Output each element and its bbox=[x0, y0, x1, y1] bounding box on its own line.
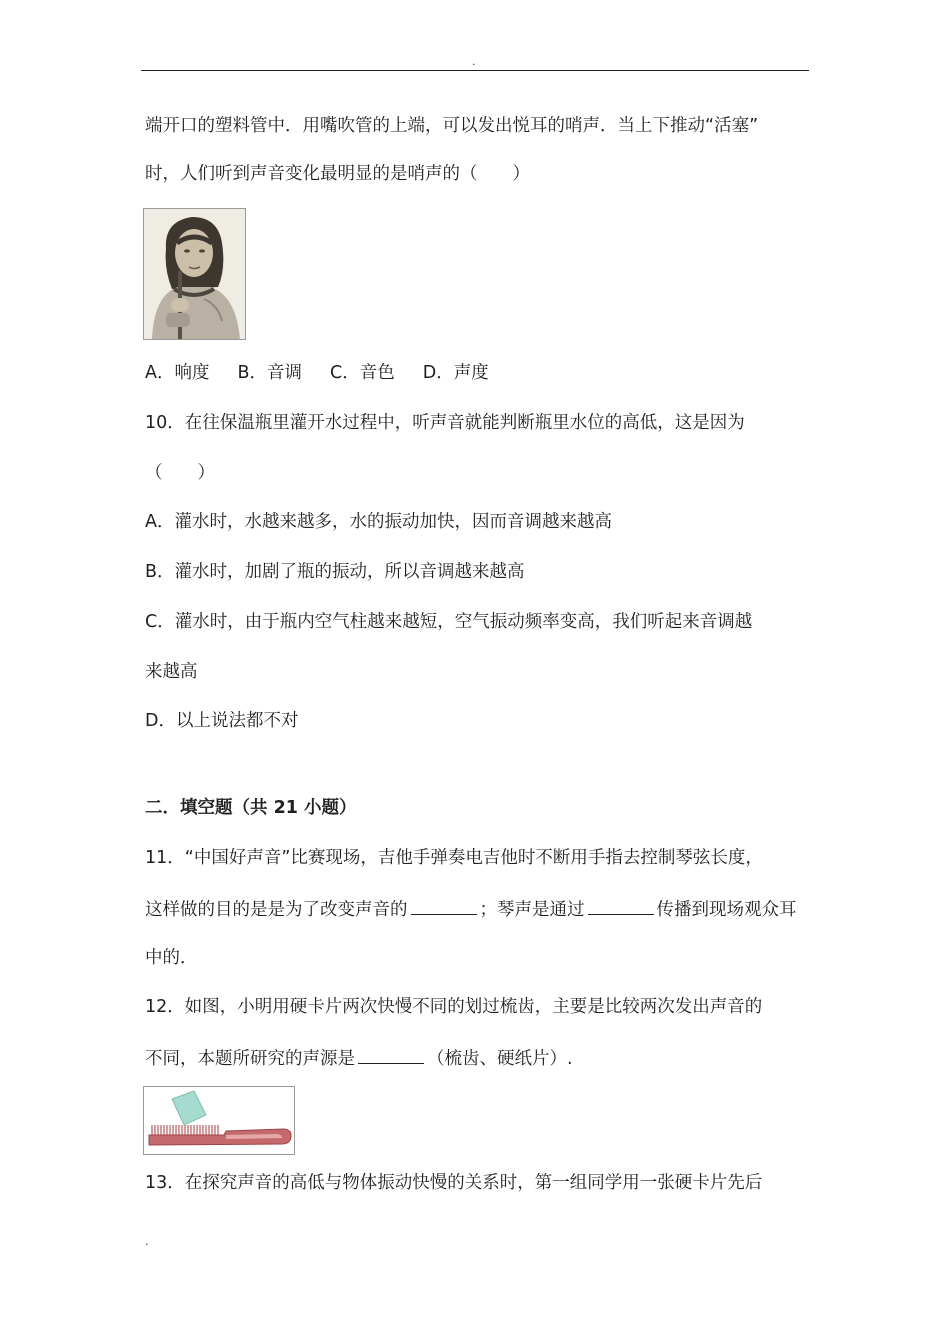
q11-blank-2 bbox=[588, 896, 654, 915]
q12-text-a: 不同，本题所研究的声源是 bbox=[145, 1049, 355, 1069]
q11-line-1: 11．“中国好声音”比赛现场，吉他手弹奏电吉他时不断用手指去控制琴弦长度， bbox=[145, 848, 763, 868]
q10-option-a: A．灌水时，水越来越多，水的振动加快，因而音调越来越高 bbox=[145, 512, 612, 532]
q10-option-d: D．以上说法都不对 bbox=[145, 711, 299, 731]
q11-text-a: 这样做的目的是是为了改变声音的 bbox=[145, 900, 408, 920]
figure-comb-and-card bbox=[143, 1086, 295, 1155]
q12-line-2 bbox=[145, 1045, 573, 1071]
q10-line-2: （ ） bbox=[145, 463, 215, 483]
header-rule bbox=[141, 70, 809, 71]
q9-option-a: A．响度 bbox=[145, 363, 210, 383]
q10-line-1: 10．在往保温瓶里灌开水过程中，听声音就能判断瓶里水位的高低，这是因为 bbox=[145, 413, 745, 433]
q9-option-c: C．音色 bbox=[330, 363, 395, 383]
q13-line-1: 13．在探究声音的高低与物体振动快慢的关系时，第一组同学用一张硬卡片先后 bbox=[145, 1173, 763, 1193]
q11-line-3: 中的． bbox=[145, 948, 198, 968]
q9-option-b: B．音调 bbox=[237, 363, 302, 383]
q12-line-1: 12．如图，小明用硬卡片两次快慢不同的划过梳齿，主要是比较两次发出声音的 bbox=[145, 997, 763, 1017]
q10-option-c-line-2: 来越高 bbox=[145, 662, 198, 682]
q11-text-c: 传播到现场观众耳 bbox=[656, 900, 797, 920]
q9-line-2: 时，人们听到声音变化最明显的是哨声的（ ） bbox=[145, 164, 530, 184]
q10-option-c-line-1: C．灌水时，由于瓶内空气柱越来越短，空气振动频率变高，我们听起来音调越 bbox=[145, 612, 753, 632]
q9-option-d: D．声度 bbox=[422, 363, 489, 383]
q9-line-1: 端开口的塑料管中．用嘴吹管的上端，可以发出悦耳的哨声．当上下推动“活塞” bbox=[145, 116, 759, 136]
q11-text-b: ；琴声是通过 bbox=[479, 900, 585, 920]
q10-option-b: B．灌水时，加剧了瓶的振动，所以音调越来越高 bbox=[145, 562, 525, 582]
header-mark: . bbox=[472, 55, 476, 68]
footer-mark: . bbox=[145, 1235, 149, 1248]
q11-blank-1 bbox=[411, 896, 477, 915]
figure-girl-blowing-whistle bbox=[143, 208, 246, 340]
section-title-fill-in: 二．填空题（共 21 小题） bbox=[145, 798, 357, 818]
q12-text-b: （梳齿、硬纸片）. bbox=[427, 1049, 573, 1069]
q9-options bbox=[145, 361, 517, 385]
q11-line-2 bbox=[145, 896, 797, 922]
q12-blank-1 bbox=[358, 1045, 424, 1064]
